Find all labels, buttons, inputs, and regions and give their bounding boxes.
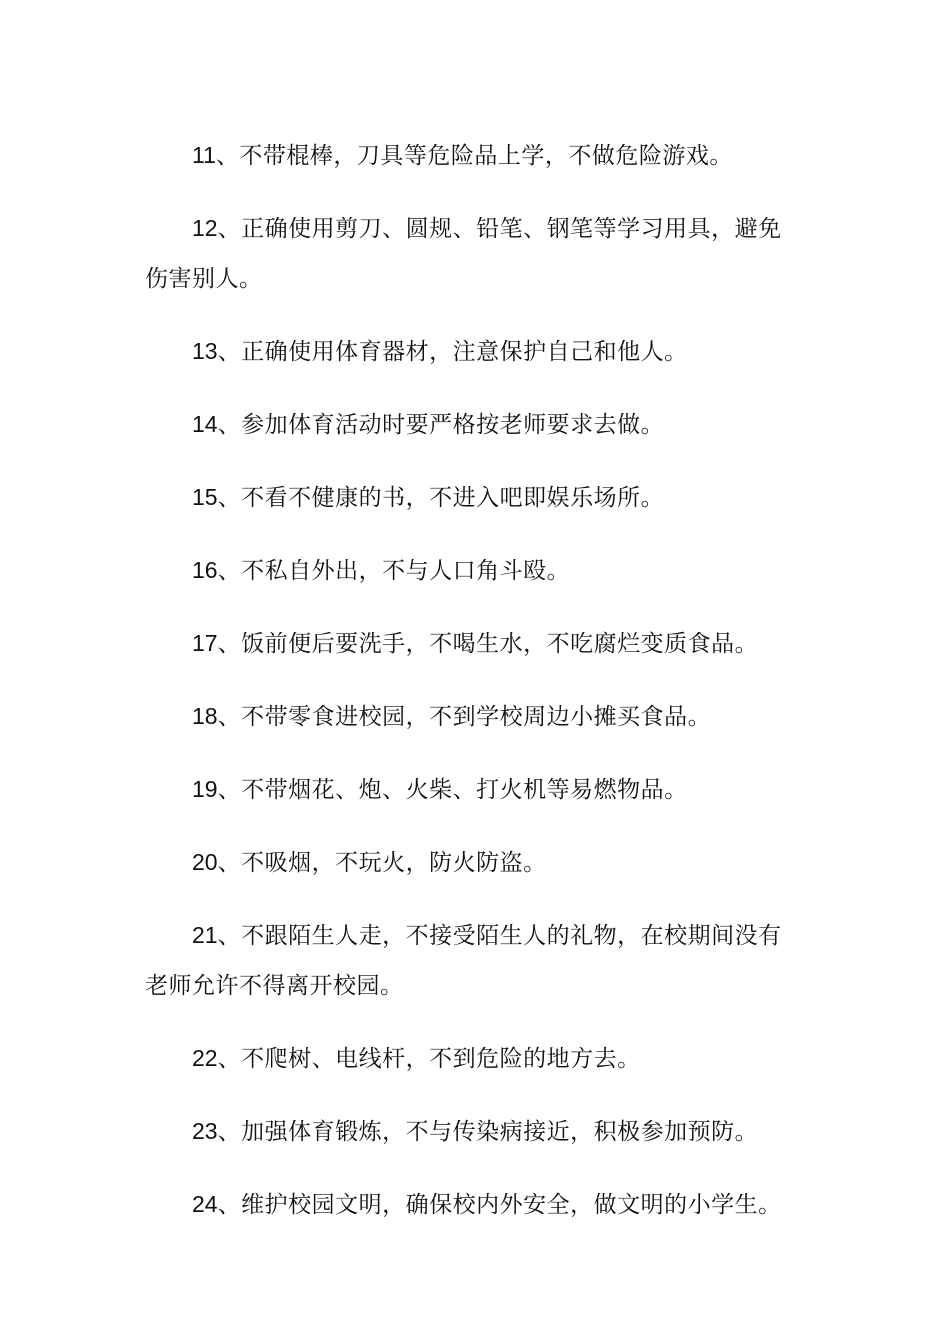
rule-number: 13 [192, 338, 218, 364]
rule-number: 24 [192, 1191, 218, 1217]
rule-text: 、不跟陌生人走，不接受陌生人的礼物，在校期间没有老师允许不得离开校园。 [145, 923, 782, 999]
rule-item-15 [145, 472, 795, 523]
rule-item-12 [145, 203, 795, 304]
rule-number: 20 [192, 849, 218, 875]
rule-item-21 [145, 910, 795, 1011]
rule-number: 22 [192, 1045, 218, 1071]
rule-text: 、饭前便后要洗手，不喝生水，不吃腐烂变质食品。 [217, 631, 759, 657]
rule-item-19 [145, 764, 795, 815]
rule-text: 、加强体育锻炼，不与传染病接近，积极参加预防。 [217, 1119, 759, 1145]
rule-item-24 [145, 1179, 795, 1230]
rule-text: 、不爬树、电线杆，不到危险的地方去。 [217, 1046, 641, 1072]
rule-item-22 [145, 1033, 795, 1084]
rule-number: 18 [192, 703, 218, 729]
rule-text: 、正确使用剪刀、圆规、铅笔、钢笔等学习用具，避免伤害别人。 [145, 216, 782, 292]
rule-text: 、维护校园文明，确保校内外安全，做文明的小学生。 [217, 1192, 782, 1218]
rule-number: 15 [192, 484, 218, 510]
rule-number: 17 [192, 630, 218, 656]
rule-text: 、正确使用体育器材，注意保护自己和他人。 [217, 339, 688, 365]
rule-item-17 [145, 618, 795, 669]
rule-item-16 [145, 545, 795, 596]
rule-item-18 [145, 691, 795, 742]
rule-item-13 [145, 326, 795, 377]
rule-number: 12 [192, 215, 218, 241]
rule-text: 、参加体育活动时要严格按老师要求去做。 [217, 412, 665, 438]
rule-item-20 [145, 837, 795, 888]
rule-number: 11 [192, 142, 216, 168]
rule-text: 、不带棍棒，刀具等危险品上学，不做危险游戏。 [215, 143, 733, 169]
rule-item-14 [145, 399, 795, 450]
rule-item-11 [145, 130, 795, 181]
rule-text: 、不吸烟，不玩火，防火防盗。 [217, 850, 547, 876]
rule-text: 、不带烟花、炮、火柴、打火机等易燃物品。 [217, 777, 688, 803]
rule-number: 23 [192, 1118, 218, 1144]
rule-item-23 [145, 1106, 795, 1157]
rule-number: 14 [192, 411, 218, 437]
rule-number: 21 [192, 922, 218, 948]
rules-list [145, 130, 795, 1252]
rule-number: 19 [192, 776, 218, 802]
rule-text: 、不看不健康的书，不进入吧即娱乐场所。 [217, 485, 665, 511]
rule-text: 、不私自外出，不与人口角斗殴。 [217, 558, 571, 584]
rule-text: 、不带零食进校园，不到学校周边小摊买食品。 [217, 704, 712, 730]
rule-number: 16 [192, 557, 218, 583]
